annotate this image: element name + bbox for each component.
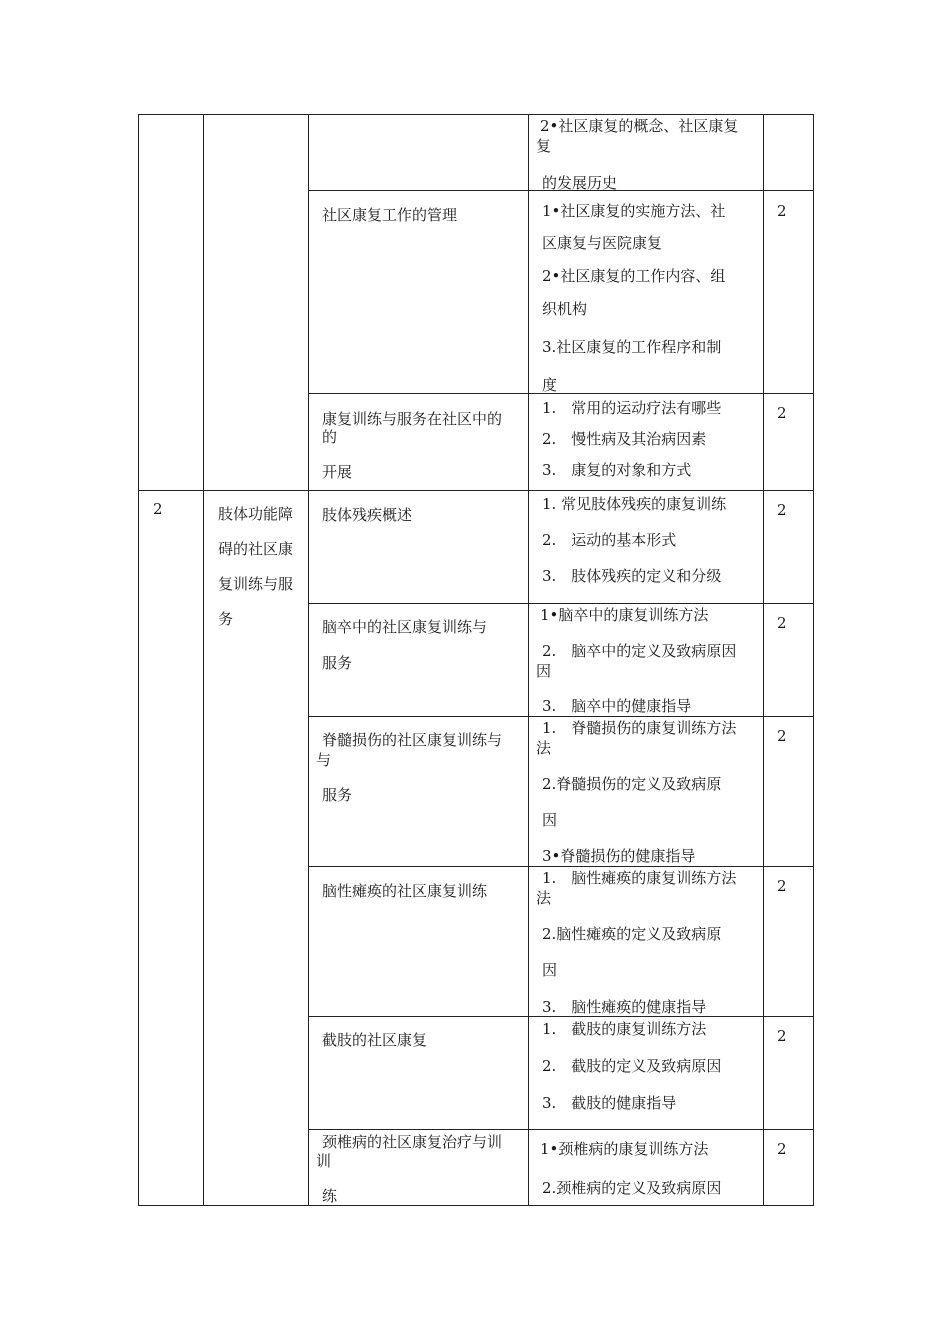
section-number: 2: [153, 500, 163, 518]
item-text: 1•颈椎病的康复训练方法: [540, 1140, 709, 1158]
hours-text: 2: [777, 404, 787, 422]
content-text: 的: [322, 428, 338, 446]
item-text: 3. 肢体残疾的定义和分级: [542, 567, 722, 585]
item-text: 2. 慢性病及其治病因素: [542, 430, 707, 448]
section-title-line: 务: [218, 610, 234, 628]
content-text: 训: [316, 1152, 332, 1170]
item-text: 2.颈椎病的定义及致病原因: [542, 1179, 722, 1197]
row-divider: [308, 393, 814, 394]
item-text: 因: [542, 961, 558, 979]
item-text: 因: [536, 662, 552, 680]
content-text: 服务: [322, 654, 353, 672]
column-divider-4: [763, 114, 764, 1206]
hours-text: 2: [777, 727, 787, 745]
hours-text: 2: [777, 202, 787, 220]
item-text: 法: [536, 739, 552, 757]
section-divider: [138, 490, 814, 491]
item-text: 2.脑性瘫痪的定义及致病原: [542, 925, 722, 943]
item-text: 3. 脑性瘫痪的健康指导: [542, 998, 707, 1016]
content-text: 开展: [322, 463, 353, 481]
item-text: 度: [542, 376, 558, 394]
item-text: 1•社区康复的实施方法、社: [542, 202, 726, 220]
item-text: 的发展历史: [542, 174, 618, 192]
section-title-line: 肢体功能障: [218, 505, 294, 523]
content-text: 脑卒中的社区康复训练与: [322, 618, 488, 636]
column-divider-1: [203, 114, 204, 1206]
item-text: 因: [542, 811, 558, 829]
item-text: 1. 脑性瘫痪的康复训练方法: [542, 869, 737, 887]
item-text: 3.社区康复的工作程序和制: [542, 338, 722, 356]
item-text: 3. 康复的对象和方式: [542, 461, 692, 479]
row-divider: [308, 1129, 814, 1130]
content-text: 社区康复工作的管理: [322, 206, 458, 224]
column-divider-3: [528, 114, 529, 1206]
item-text: 1. 脊髓损伤的康复训练方法: [542, 719, 737, 737]
content-text: 脑性瘫痪的社区康复训练: [322, 882, 488, 900]
item-text: 1•脑卒中的康复训练方法: [540, 606, 709, 624]
table-border-right: [813, 114, 814, 1206]
content-text: 肢体残疾概述: [322, 506, 413, 524]
item-text: 区康复与医院康复: [542, 234, 663, 252]
item-text: 3. 脑卒中的健康指导: [542, 697, 692, 715]
item-text: 2.脊髓损伤的定义及致病原: [542, 775, 722, 793]
item-text: 1. 常见肢体残疾的康复训练: [542, 495, 727, 513]
table-border-left: [138, 114, 139, 1206]
content-text: 脊髓损伤的社区康复训练与: [322, 731, 503, 749]
hours-text: 2: [777, 501, 787, 519]
row-divider: [308, 603, 814, 604]
content-text: 与: [316, 751, 332, 769]
content-text: 练: [322, 1187, 338, 1205]
item-text: 3. 截肢的健康指导: [542, 1094, 677, 1112]
item-text: 1. 截肢的康复训练方法: [542, 1020, 707, 1038]
table-border-bottom: [138, 1205, 814, 1206]
item-text: 2•社区康复的工作内容、组: [542, 267, 726, 285]
row-divider: [308, 1016, 814, 1017]
item-text: 织机构: [542, 300, 588, 318]
table-border-top: [138, 114, 814, 115]
row-divider: [308, 866, 814, 867]
item-text: 2•社区康复的概念、社区康复: [540, 117, 739, 135]
item-text: 复: [536, 137, 552, 155]
column-divider-2: [308, 114, 309, 1206]
hours-text: 2: [777, 877, 787, 895]
row-divider: [308, 716, 814, 717]
section-title-line: 碍的社区康: [218, 540, 294, 558]
hours-text: 2: [777, 614, 787, 632]
item-text: 2. 脑卒中的定义及致病原因: [542, 642, 737, 660]
hours-text: 2: [777, 1140, 787, 1158]
item-text: 法: [536, 889, 552, 907]
content-text: 康复训练与服务在社区中的: [322, 410, 503, 428]
item-text: 2. 截肢的定义及致病原因: [542, 1057, 722, 1075]
content-text: 截肢的社区康复: [322, 1031, 428, 1049]
item-text: 1. 常用的运动疗法有哪些: [542, 399, 722, 417]
item-text: 3•脊髓损伤的健康指导: [542, 847, 696, 865]
section-title-line: 复训练与服: [218, 575, 294, 593]
item-text: 2. 运动的基本形式: [542, 531, 677, 549]
content-text: 颈椎病的社区康复治疗与训: [322, 1133, 503, 1151]
hours-text: 2: [777, 1027, 787, 1045]
content-text: 服务: [322, 786, 353, 804]
